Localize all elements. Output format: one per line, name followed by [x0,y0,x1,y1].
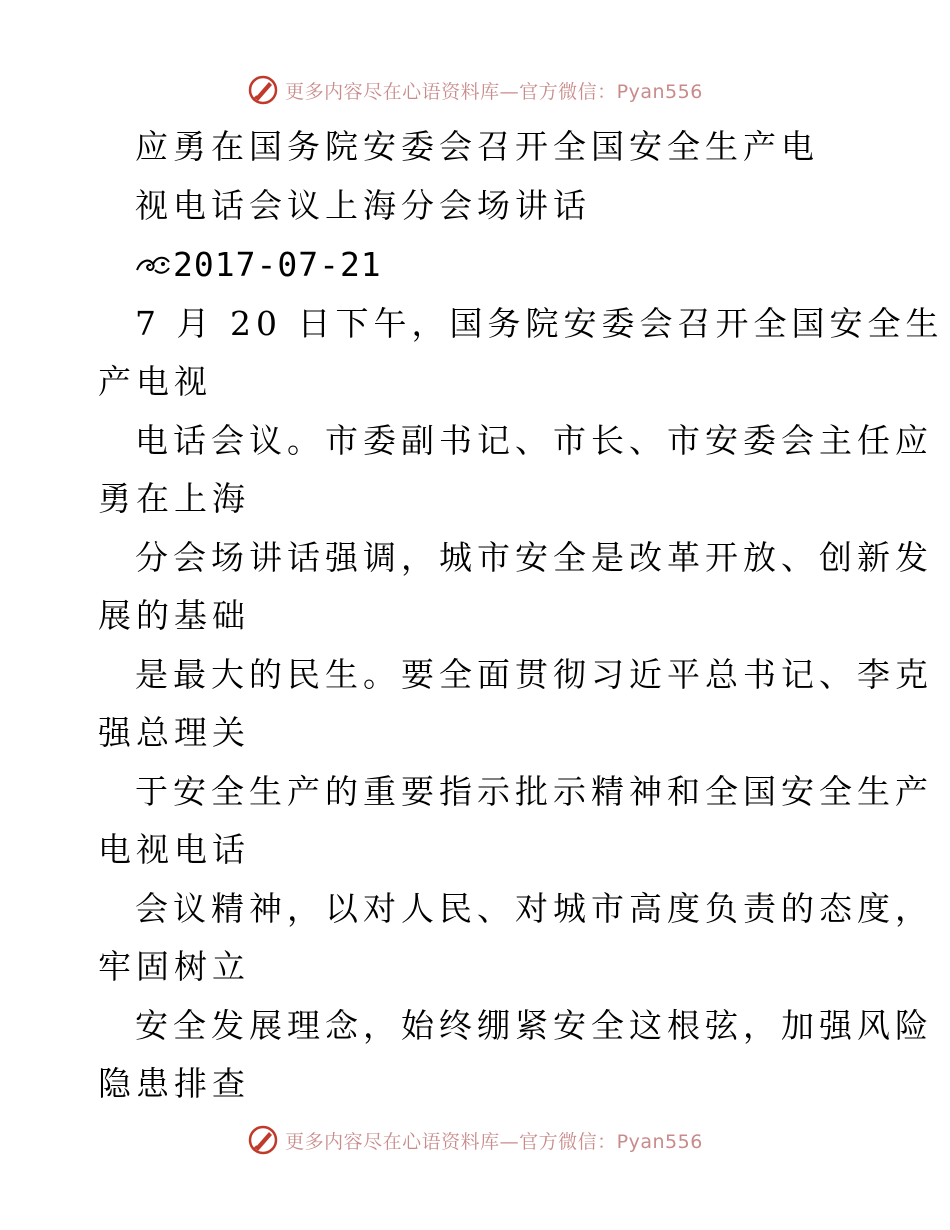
paragraph-line: 安全发展理念，始终绷紧安全这根弦，加强风险 [135,1006,933,1045]
paragraph-line: 7 月 20 日下午，国务院安委会召开全国安全生 [135,304,944,343]
paragraph-line: 电话会议。市委副书记、市长、市安委会主任应 [135,421,933,460]
paragraph-line-cont: 展的基础 [98,596,250,635]
document-title-line-1: 应勇在国务院安委会召开全国安全生产电 [135,127,819,166]
watermark-text: 更多内容尽在心语资料库—官方微信：Pyan556 [285,80,703,103]
document-title-line-2: 视电话会议上海分会场讲话 [135,186,591,225]
footer-watermark [0,1120,950,1160]
paragraph-line-cont: 电视电话 [98,830,250,869]
paragraph-line-cont: 勇在上海 [98,479,250,518]
paragraph-line: 会议精神，以对人民、对城市高度负责的态度， [135,889,933,928]
paragraph-line-cont: 产电视 [98,362,212,401]
date-text: 2017-07-21 [173,245,382,284]
paragraph-line-cont: 隐患排查 [98,1064,250,1103]
document-date [135,245,935,285]
paragraph-line-cont: 强总理关 [98,713,250,752]
watermark-text: 更多内容尽在心语资料库—官方微信：Pyan556 [285,1130,703,1153]
paragraph-line: 分会场讲话强调，城市安全是改革开放、创新发 [135,538,933,577]
paragraph-line: 于安全生产的重要指示批示精神和全国安全生产 [135,772,933,811]
quill-seal-icon [247,1124,279,1156]
fleuron-icon [135,250,171,280]
paragraph-line: 是最大的民生。要全面贯彻习近平总书记、李克 [135,655,933,694]
quill-seal-icon [247,74,279,106]
header-watermark [0,70,950,110]
paragraph-line-cont: 牢固树立 [98,947,250,986]
